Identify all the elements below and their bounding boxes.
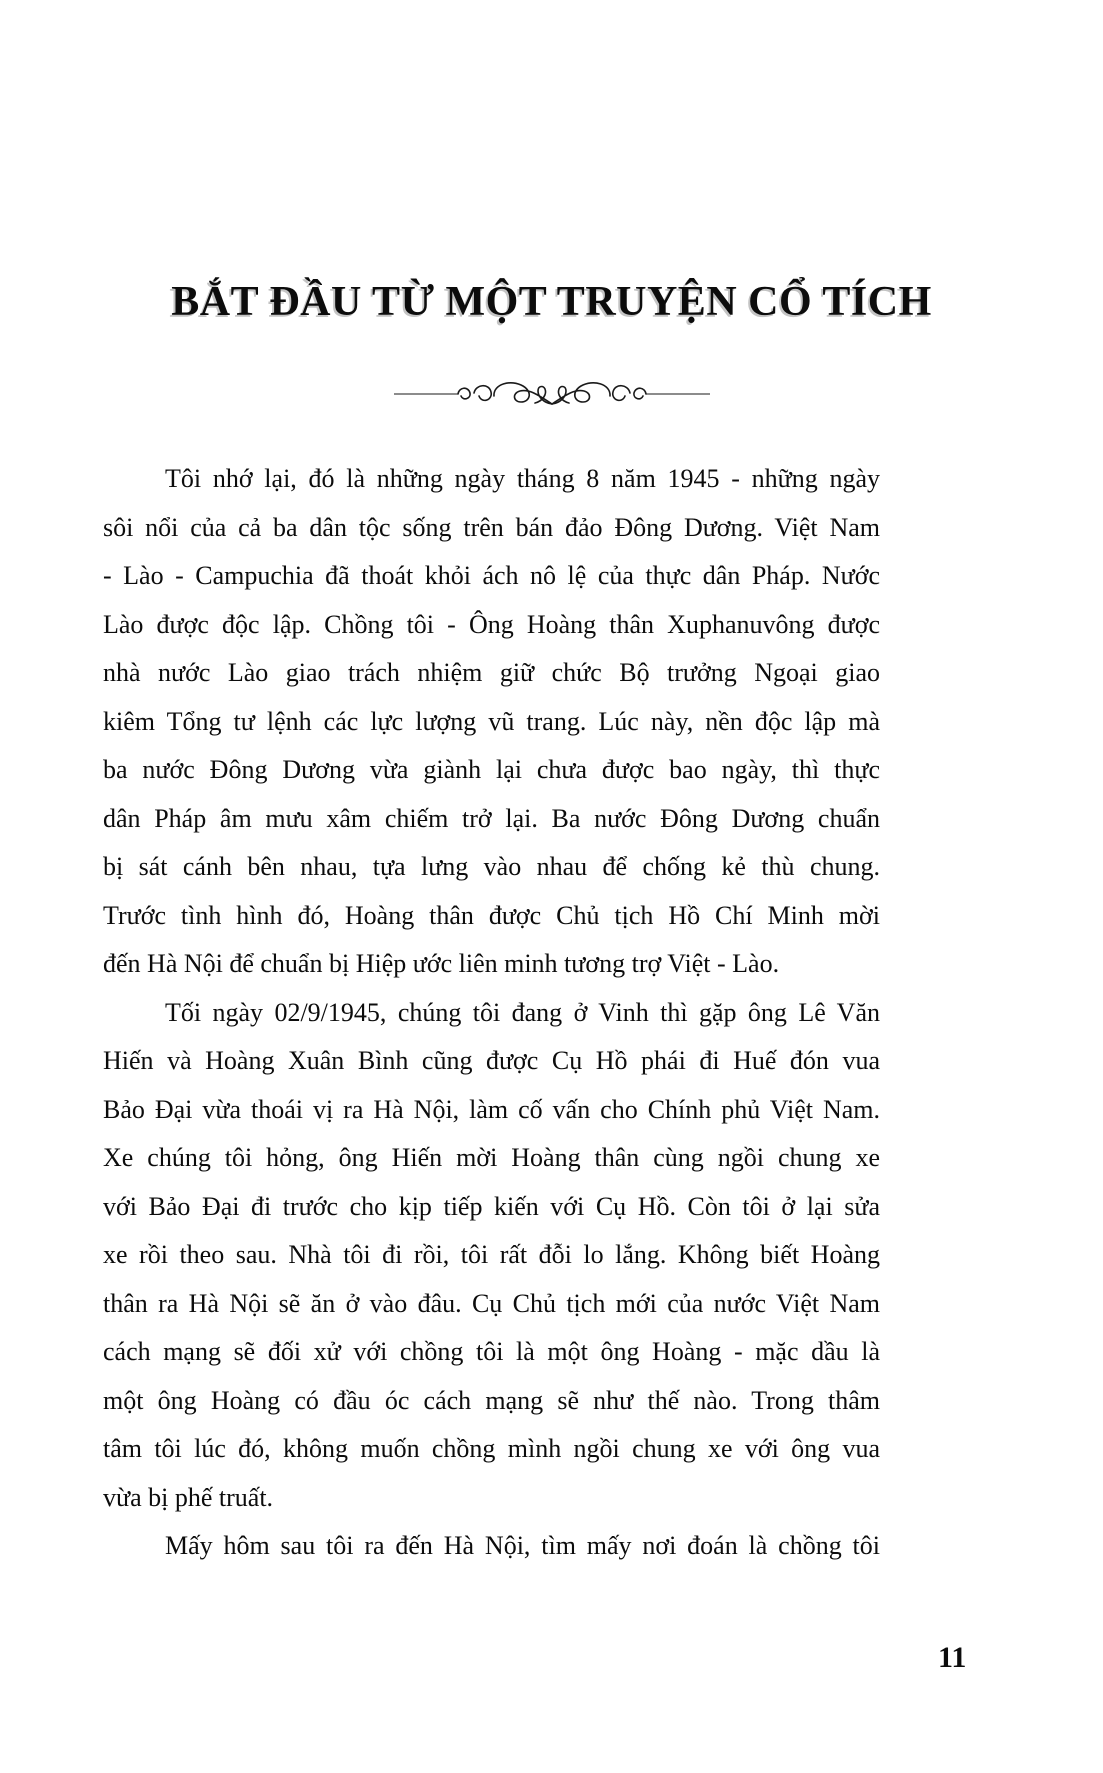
text-line: đến Hà Nội để chuẩn bị Hiệp ước liên minh tương trợ Việt - Lào.: [103, 949, 780, 978]
title-block: [0, 278, 1103, 326]
text-line: Mấy hôm sau tôi ra đến Hà Nội, tìm mấy nơi đoán là chồng tôi: [165, 1531, 880, 1560]
text-line: vừa bị phế truất.: [103, 1482, 274, 1512]
text-line: xe rồi theo sau. Nhà tôi đi rồi, tôi rất đỗi lo lắng. Không biết Hoàng: [103, 1240, 880, 1269]
text-line: Bảo Đại vừa thoái vị ra Hà Nội, làm cố vấn cho Chính phủ Việt Nam.: [103, 1094, 880, 1124]
text-line: tâm tôi lúc đó, không muốn chồng mình ngồi chung xe với ông vua: [103, 1434, 880, 1463]
text-line: một ông Hoàng có đầu óc cách mạng sẽ như thế nào. Trong thâm: [103, 1385, 880, 1415]
text-line: Trước tình hình đó, Hoàng thân được Chủ tịch Hồ Chí Minh mời: [103, 900, 880, 930]
text-line: Xe chúng tôi hỏng, ông Hiến mời Hoàng thân cùng ngồi chung xe: [103, 1143, 880, 1172]
paragraph: [103, 989, 880, 1523]
paragraph: [103, 1522, 880, 1571]
text-line: Tôi nhớ lại, đó là những ngày tháng 8 năm 1945 - những ngày: [165, 464, 880, 493]
paragraph: [103, 455, 880, 989]
text-line: cách mạng sẽ đối xử với chồng tôi là một ông Hoàng - mặc dầu là: [103, 1337, 880, 1366]
text-line: Lào được độc lập. Chồng tôi - Ông Hoàng thân Xuphanuvông được: [103, 609, 880, 639]
text-line: Hiến và Hoàng Xuân Bình cũng được Cụ Hồ phái đi Huế đón vua: [103, 1046, 880, 1075]
text-line: thân ra Hà Nội sẽ ăn ở vào đâu. Cụ Chủ tịch mới của nước Việt Nam: [103, 1288, 880, 1318]
flourish-divider: [0, 378, 1103, 413]
text-line: ba nước Đông Dương vừa giành lại chưa được bao ngày, thì thực: [103, 755, 880, 784]
text-line: nhà nước Lào giao trách nhiệm giữ chức Bộ trưởng Ngoại giao: [103, 658, 880, 687]
text-line: kiêm Tổng tư lệnh các lực lượng vũ trang. Lúc này, nền độc lập mà: [103, 706, 880, 736]
text-line: bị sát cánh bên nhau, tựa lưng vào nhau để chống kẻ thù chung.: [103, 852, 880, 881]
text-line: dân Pháp âm mưu xâm chiếm trở lại. Ba nước Đông Dương chuẩn: [103, 803, 880, 833]
text-line: sôi nổi của cả ba dân tộc sống trên bán đảo Đông Dương. Việt Nam: [103, 512, 880, 542]
calligraphic-flourish-icon: [392, 378, 712, 408]
chapter-title: BẮT ĐẦU TỪ MỘT TRUYỆN CỔ TÍCH: [171, 279, 932, 325]
text-line: Tối ngày 02/9/1945, chúng tôi đang ở Vinh thì gặp ông Lê Văn: [165, 997, 880, 1027]
body-text: [103, 455, 880, 1571]
text-line: - Lào - Campuchia đã thoát khỏi ách nô lệ của thực dân Pháp. Nước: [103, 561, 880, 590]
text-line: với Bảo Đại đi trước cho kịp tiếp kiến với Cụ Hồ. Còn tôi ở lại sửa: [103, 1191, 880, 1221]
page-number: 11: [938, 1641, 967, 1674]
